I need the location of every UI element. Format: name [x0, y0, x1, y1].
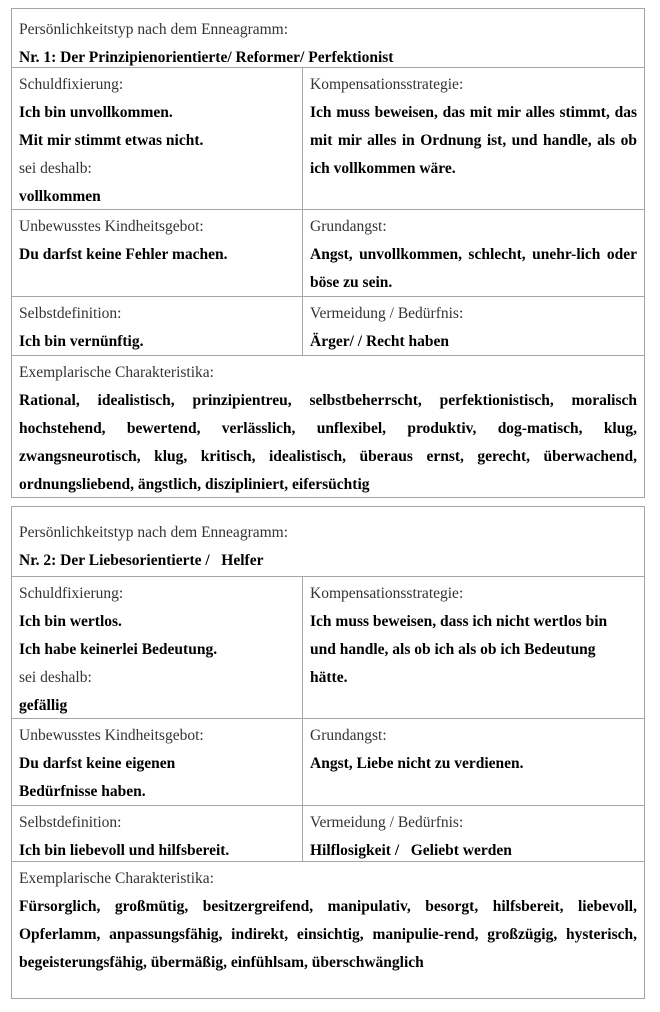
kompensation-value: Ich muss beweisen, dass ich nicht wertlos bin und handle, als ob ich als ob ich Bedeutung hätte.: [310, 613, 608, 686]
schuldfixierung-line-2: Mit mir stimmt etwas nicht.: [19, 132, 204, 149]
type-header: [12, 9, 644, 67]
kindheitsgebot-cell: [12, 719, 303, 805]
vermeidung-value: Ärger/ / Recht haben: [310, 333, 450, 350]
selbstdefinition-label: Selbstdefinition:: [19, 814, 122, 831]
grundangst-value: Angst, Liebe nicht zu verdienen.: [310, 755, 524, 772]
charakteristika-cell: [12, 356, 644, 501]
grundangst-cell: [303, 719, 644, 805]
enneagram-type-card-1: [11, 8, 645, 498]
vermeidung-cell: [303, 297, 644, 355]
type-header-label: Persönlichkeitstyp nach dem Enneagramm:: [19, 524, 289, 541]
deshalb-value: vollkommen: [19, 188, 101, 205]
charakteristika-value: Fürsorglich, großmütig, besitzergreifend, manipulativ, besorgt, hilfsbereit, liebevoll, Opferlamm, anpassungsfähig, indirekt, einsichtig, manipulie-rend, großzügig, hysterisch, begeisterungsfähig, übermäßig, einfühlsam, überschwänglich: [19, 898, 637, 971]
grundangst-label: Grundangst:: [310, 727, 387, 744]
selbstdefinition-cell: [12, 297, 303, 355]
vermeidung-value: Hilflosigkeit / Geliebt werden: [310, 842, 512, 859]
charakteristika-label: Exemplarische Charakteristika:: [19, 364, 214, 381]
deshalb-value: gefällig: [19, 697, 68, 714]
kompensation-cell: [303, 577, 644, 718]
enneagram-type-card-2: [11, 506, 645, 999]
type-header: [12, 507, 644, 576]
selbstdefinition-label: Selbstdefinition:: [19, 305, 122, 322]
schuldfixierung-line-1: Ich bin unvollkommen.: [19, 104, 173, 121]
kindheitsgebot-value: Du darfst keine eigenen Bedürfnisse haben.: [19, 755, 176, 800]
vermeidung-label: Vermeidung / Bedürfnis:: [310, 814, 464, 831]
type-title: Nr. 1: Der Prinzipienorientierte/ Reformer/ Perfektionist: [19, 49, 394, 66]
type-header-label: Persönlichkeitstyp nach dem Enneagramm:: [19, 21, 289, 38]
grundangst-label: Grundangst:: [310, 218, 387, 235]
kindheitsgebot-label: Unbewusstes Kindheitsgebot:: [19, 218, 204, 235]
schuldfixierung-line-1: Ich bin wertlos.: [19, 613, 122, 630]
kompensation-label: Kompensationsstrategie:: [310, 76, 464, 93]
kindheitsgebot-label: Unbewusstes Kindheitsgebot:: [19, 727, 204, 744]
kompensation-value: Ich muss beweisen, das mit mir alles stimmt, das mit mir alles in Ordnung ist, und handle, als ob ich vollkommen wäre.: [310, 104, 637, 177]
schuldfixierung-cell: [12, 68, 303, 209]
kompensation-cell: [303, 68, 644, 209]
type-title: Nr. 2: Der Liebesorientierte / Helfer: [19, 552, 264, 569]
vermeidung-label: Vermeidung / Bedürfnis:: [310, 305, 464, 322]
schuldfixierung-line-2: Ich habe keinerlei Bedeutung.: [19, 641, 218, 658]
deshalb-label: sei deshalb:: [19, 669, 92, 686]
schuldfixierung-label: Schuldfixierung:: [19, 585, 124, 602]
kindheitsgebot-cell: [12, 210, 303, 296]
grundangst-value: Angst, unvollkommen, schlecht, unehr-lich oder böse zu sein.: [310, 246, 637, 291]
grundangst-cell: [303, 210, 644, 296]
selbstdefinition-value: Ich bin vernünftig.: [19, 333, 144, 350]
selbstdefinition-value: Ich bin liebevoll und hilfsbereit.: [19, 842, 230, 859]
schuldfixierung-cell: [12, 577, 303, 718]
charakteristika-label: Exemplarische Charakteristika:: [19, 870, 214, 887]
vermeidung-cell: [303, 806, 644, 861]
charakteristika-value: Rational, idealistisch, prinzipientreu, selbstbeherrscht, perfektionistisch, moralisch hochstehend, bewertend, verlässlich, unflexibel, produktiv, dog-matisch, klug, zwangsneurotisch, klug, kritisch, idealistisch, überaus ernst, gerecht, überwachend, ordnungsliebend, ängstlich, diszipliniert, eifersüchtig: [19, 392, 637, 493]
selbstdefinition-cell: [12, 806, 303, 861]
schuldfixierung-label: Schuldfixierung:: [19, 76, 124, 93]
kompensation-label: Kompensationsstrategie:: [310, 585, 464, 602]
deshalb-label: sei deshalb:: [19, 160, 92, 177]
charakteristika-cell: [12, 862, 644, 1002]
kindheitsgebot-value: Du darfst keine Fehler machen.: [19, 246, 228, 263]
